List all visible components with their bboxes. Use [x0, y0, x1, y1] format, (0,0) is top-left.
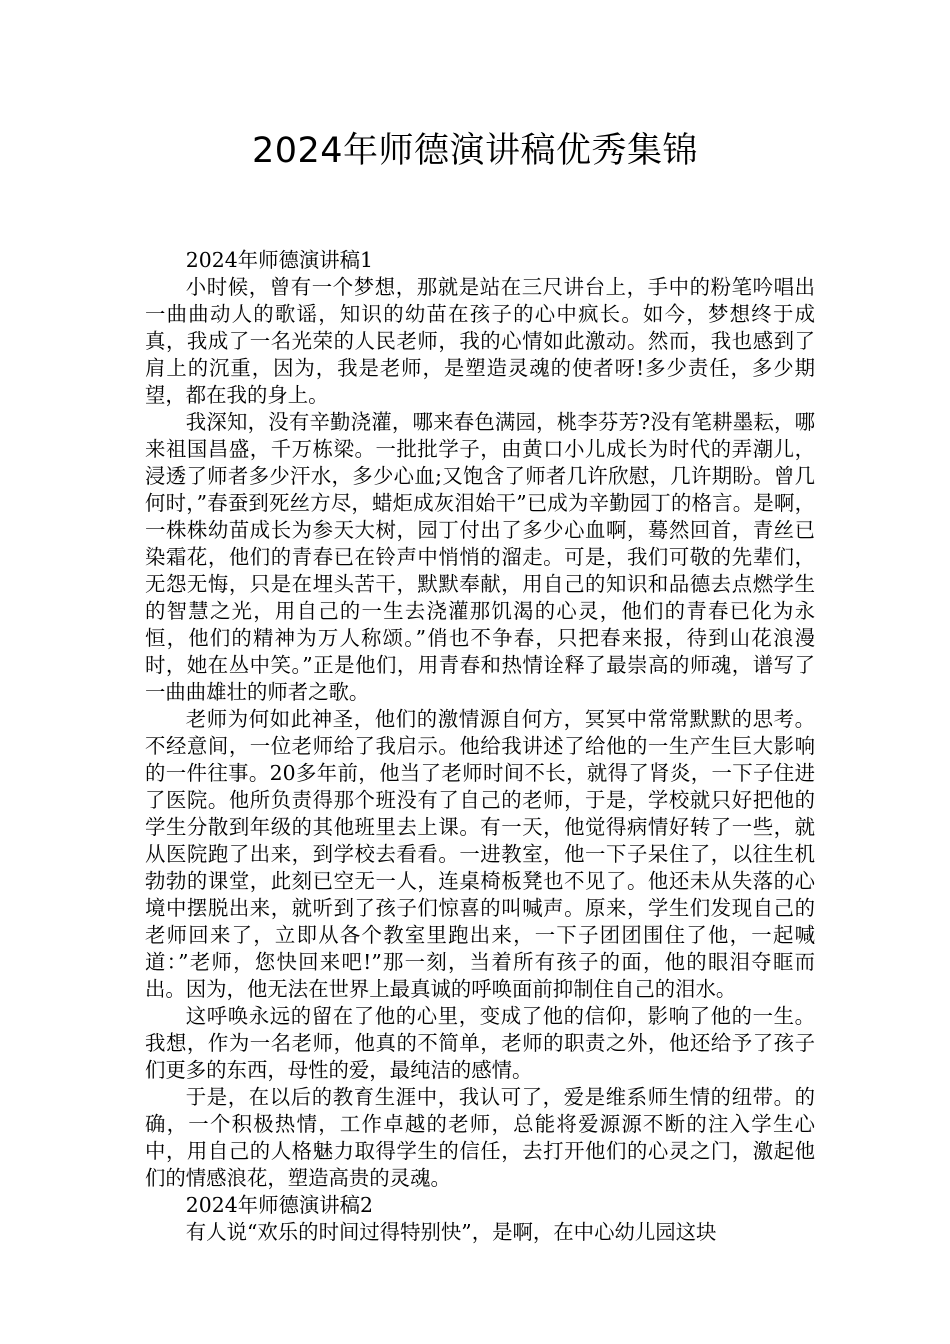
- section-heading-1: 2024年师德演讲稿1: [185, 248, 374, 272]
- paragraph: 有人说“欢乐的时间过得特别快”，是啊，在中心幼儿园这块: [185, 1220, 717, 1244]
- paragraph: 老师为何如此神圣，他们的激情源自何方，冥冥中常常默默的思考。不经意间，一位老师给了我启示。他给我讲述了给他的一生产生巨大影响的一件往事。20多年前，他当了老师时间不长，就得了肾炎，一下子住进了医院。他所负责得那个班没有了自己的老师，于是，学校就只好把他的学生分散到年级的其他班里去上课。有一天，他觉得病情好转了一些，就从医院跑了出来，到学校去看看。一进教室，他一下子呆住了，以往生机勃勃的课堂，此刻已空无一人，连桌椅板凳也不见了。他还未从失落的心境中摆脱出来，就听到了孩子们惊喜的叫喊声。原来，学生们发现自己的老师回来了，立即从各个教室里跑出来，一下子团团围住了他，一起喊道：”老师，您快回来吧!”那一刻，当着所有孩子的面，他的眼泪夺眶而出。因为，他无法在世界上最真诚的呼唤面前抑制住自己的泪水。: [145, 707, 815, 1001]
- paragraph: 小时候，曾有一个梦想，那就是站在三尺讲台上，手中的粉笔吟唱出一曲曲动人的歌谣，知识的幼苗在孩子的心中疯长。如今，梦想终于成真，我成了一名光荣的人民老师，我的心情如此激动。然而，我也感到了肩上的沉重，因为，我是老师，是塑造灵魂的使者呀!多少责任，多少期望，都在我的身上。: [145, 275, 815, 407]
- paragraph: 于是，在以后的教育生涯中，我认可了，爱是维系师生情的纽带。的确，一个积极热情，工作卓越的老师，总能将爱源源不断的注入学生心中，用自己的人格魅力取得学生的信任，去打开他们的心灵之门，激起他们的情感浪花，塑造高贵的灵魂。: [145, 1085, 815, 1190]
- paragraph: 这呼唤永远的留在了他的心里，变成了他的信仰，影响了他的一生。我想，作为一名老师，他真的不简单，老师的职责之外，他还给予了孩子们更多的东西，母性的爱，最纯洁的感情。: [145, 1004, 815, 1082]
- document-title: 2024年师德演讲稿优秀集锦: [251, 131, 699, 171]
- document-body: [145, 247, 815, 1246]
- section-heading-2: 2024年师德演讲稿2: [185, 1193, 374, 1217]
- paragraph: 我深知，没有辛勤浇灌，哪来春色满园，桃李芬芳?没有笔耕墨耘，哪来祖国昌盛，千万栋梁。一批批学子，由黄口小儿成长为时代的弄潮儿，浸透了师者多少汗水，多少心血;又饱含了师者几许欣慰，几许期盼。曾几何时，”春蚕到死丝方尽，蜡炬成灰泪始干”已成为辛勤园丁的格言。是啊，一株株幼苗成长为参天大树，园丁付出了多少心血啊，蓦然回首，青丝已染霜花，他们的青春已在铃声中悄悄的溜走。可是，我们可敬的先辈们，无怨无悔，只是在埋头苦干，默默奉献，用自己的知识和品德去点燃学生的智慧之光，用自己的一生去浇灌那饥渴的心灵，他们的青春已化为永恒，他们的精神为万人称颂。”俏也不争春，只把春来报，待到山花浪漫时，她在丛中笑。”正是他们，用青春和热情诠释了最崇高的师魂，谱写了一曲曲雄壮的师者之歌。: [145, 410, 815, 704]
